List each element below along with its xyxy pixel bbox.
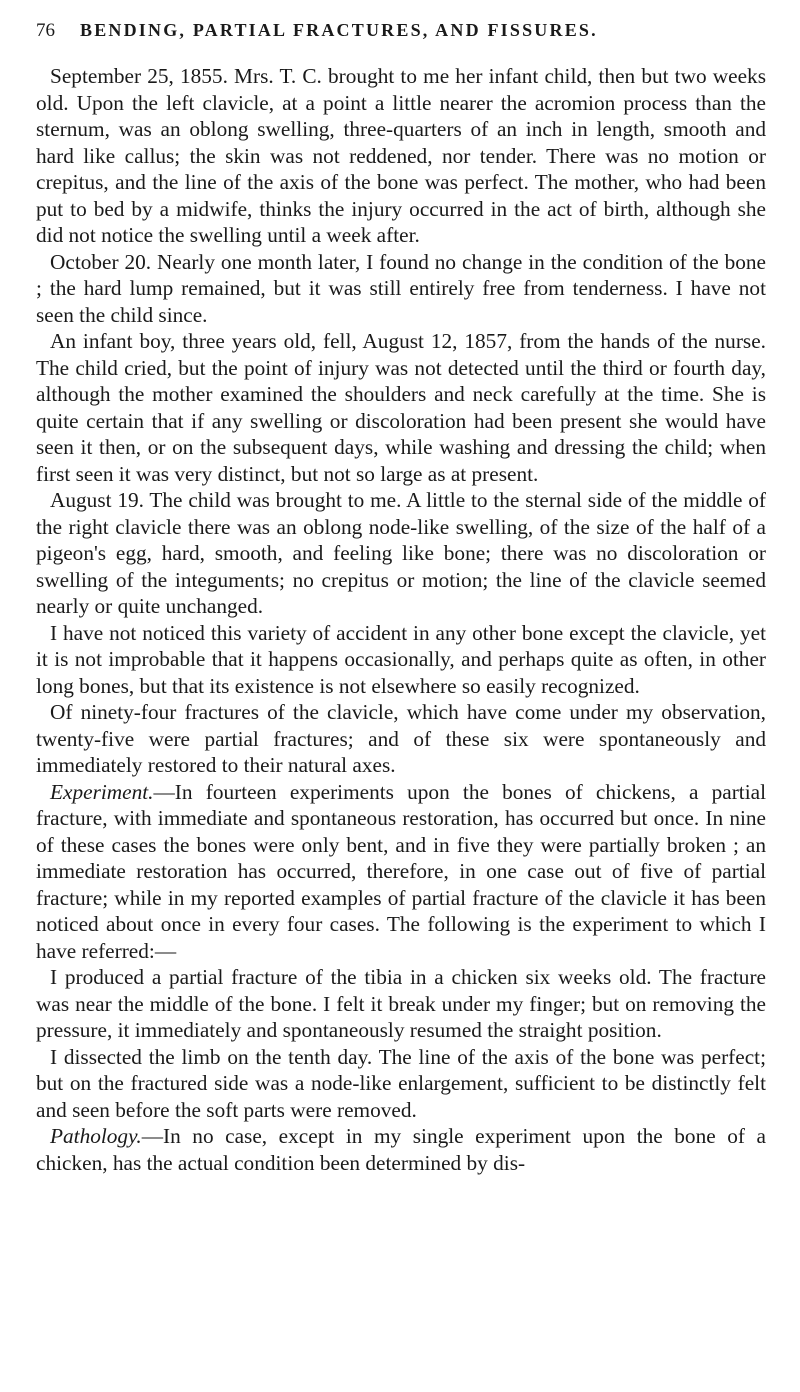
running-title: BENDING, PARTIAL FRACTURES, AND FISSURES. bbox=[80, 20, 598, 40]
paragraph-text: —In no case, except in my single experiment upon the bone of a chicken, has the actual condition been determined by dis- bbox=[36, 1124, 766, 1175]
paragraph-text: I dissected the limb on the tenth day. The line of the axis of the bone was perfect; but on the fractured side was a node-like enlargement, sufficient to be distinctly felt and seen before the soft parts were removed. bbox=[36, 1044, 766, 1122]
book-page bbox=[36, 20, 766, 1176]
paragraph bbox=[36, 964, 766, 1044]
paragraph bbox=[36, 620, 766, 700]
paragraph bbox=[36, 1044, 766, 1124]
paragraph bbox=[36, 487, 766, 620]
running-head bbox=[36, 20, 766, 50]
page-number: 76 bbox=[36, 20, 55, 41]
paragraph bbox=[36, 779, 766, 965]
paragraph-text: August 19. The child was brought to me. A little to the sternal side of the middle of the right clavicle there was an oblong node-like swelling, of the size of the half of a pigeon's egg, hard, smooth, and feeling like bone; there was no discoloration or swelling of the integuments; no crepitus or motion; the line of the clavicle seemed nearly or quite unchanged. bbox=[36, 488, 766, 618]
paragraph-lead: Pathology. bbox=[50, 1124, 142, 1148]
paragraph-text: An infant boy, three years old, fell, August 12, 1857, from the hands of the nurse. The child cried, but the point of injury was not detected until the third or fourth day, although the mother examined the shoulders and neck carefully at the time. She is quite certain that if any swelling or discoloration had been present she would have seen it then, or on the subsequent days, while washing and dressing the child; when first seen it was very distinct, but not so large as at present. bbox=[36, 329, 766, 486]
paragraph bbox=[36, 328, 766, 487]
paragraph bbox=[36, 699, 766, 779]
paragraph-text: September 25, 1855. Mrs. T. C. brought to me her infant child, then but two weeks old. Upon the left clavicle, at a point a little nearer the acromion process than the sternum, was an oblong swelling, three-quarters of an inch in length, smooth and hard like callus; the skin was not reddened, nor tender. There was no motion or crepitus, and the line of the axis of the bone was perfect. The mother, who had been put to bed by a midwife, thinks the injury occurred in the act of birth, although she did not notice the swelling until a week after. bbox=[36, 64, 766, 247]
paragraph bbox=[36, 1123, 766, 1176]
body-text bbox=[36, 63, 766, 1176]
paragraph bbox=[36, 249, 766, 329]
paragraph-text: —In fourteen experiments upon the bones of chickens, a partial fracture, with immediate and spontaneous restoration, has occurred but once. In nine of these cases the bones were only bent, and in five they were partially broken ; an immediate restoration has occurred, therefore, in one case out of five of partial fracture; while in my reported examples of partial fracture of the clavicle it has been noticed about once in every four cases. The following is the experiment to which I have referred:— bbox=[36, 779, 766, 963]
paragraph-text: October 20. Nearly one month later, I found no change in the condition of the bone ; the hard lump remained, but it was still entirely free from tenderness. I have not seen the child since. bbox=[36, 249, 766, 327]
paragraph-lead: Experiment. bbox=[50, 779, 154, 804]
paragraph-text: I produced a partial fracture of the tibia in a chicken six weeks old. The fracture was near the middle of the bone. I felt it break under my finger; but on removing the pressure, it immediately and spontaneously resumed the straight position. bbox=[36, 965, 766, 1042]
paragraph bbox=[36, 63, 766, 249]
paragraph-text: I have not noticed this variety of accident in any other bone except the clavicle, yet it is not improbable that it happens occasionally, and perhaps quite as often, in other long bones, but that its existence is not elsewhere so easily recognized. bbox=[36, 620, 766, 698]
paragraph-text: Of ninety-four fractures of the clavicle, which have come under my observation, twenty-five were partial fractures; and of these six were spontaneously and immediately restored to their natural axes. bbox=[36, 700, 766, 777]
